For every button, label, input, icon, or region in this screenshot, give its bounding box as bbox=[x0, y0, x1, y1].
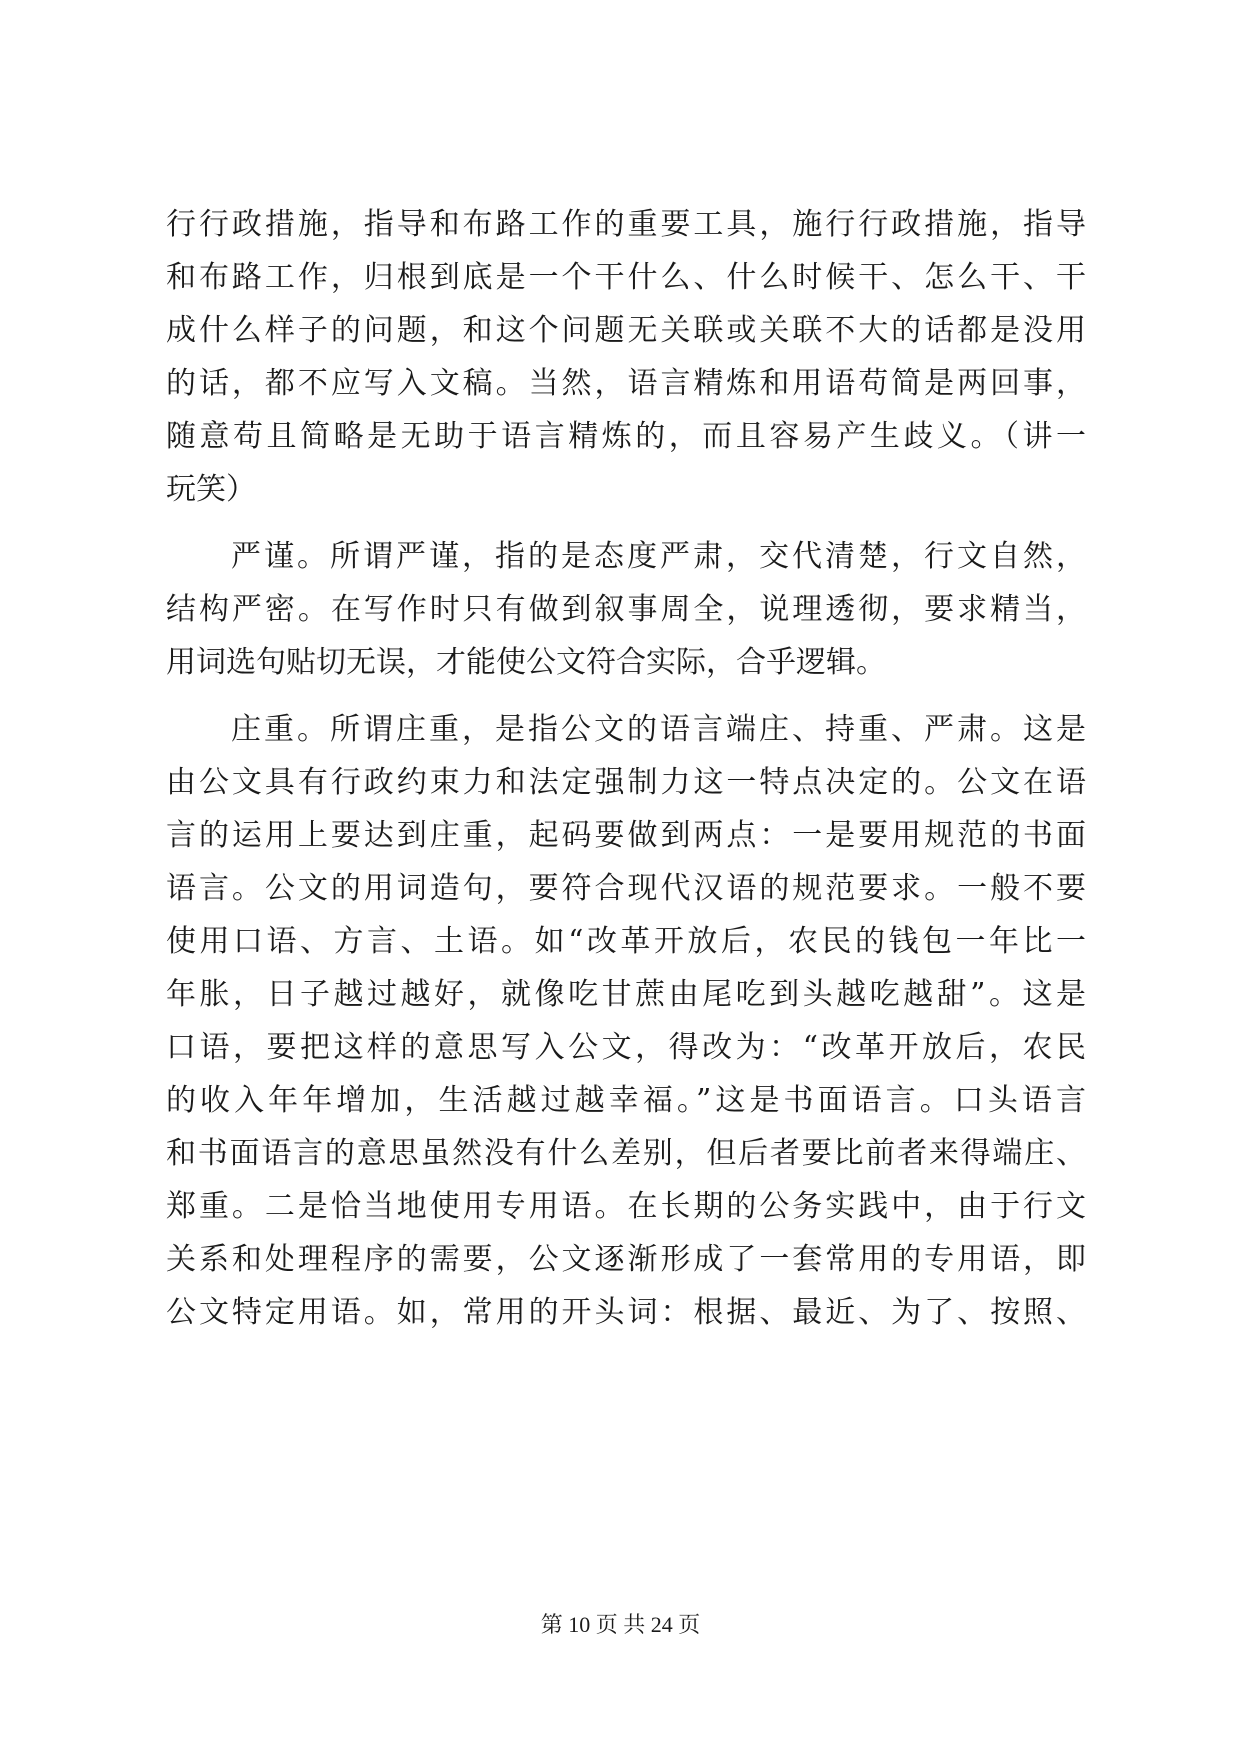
text-line: 语言。公文的用词造句，要符合现代汉语的规范要求。一般不要 bbox=[166, 871, 1086, 906]
text-line: 玩笑） bbox=[166, 472, 256, 507]
paragraph-2 bbox=[166, 530, 1086, 689]
text-line: 随意苟且简略是无助于语言精炼的，而且容易产生歧义。（讲一 bbox=[166, 419, 1086, 454]
text-line: 成什么样子的问题，和这个问题无关联或关联不大的话都是没用 bbox=[166, 313, 1086, 348]
text-line: 结构严密。在写作时只有做到叙事周全，说理透彻，要求精当， bbox=[166, 592, 1086, 627]
text-line: 公文特定用语。如，常用的开头词：根据、最近、为了、按照、 bbox=[166, 1295, 1086, 1330]
text-line: 行行政措施，指导和布路工作的重要工具，施行行政措施，指导 bbox=[166, 207, 1086, 242]
text-line: 郑重。二是恰当地使用专用语。在长期的公务实践中，由于行文 bbox=[166, 1189, 1086, 1224]
text-line: 年胀，日子越过越好，就像吃甘蔗由尾吃到头越吃越甜”。这是 bbox=[166, 977, 1086, 1012]
page-number-footer: 第 10 页 共 24 页 bbox=[540, 1612, 701, 1637]
text-line: 和书面语言的意思虽然没有什么差别，但后者要比前者来得端庄、 bbox=[166, 1136, 1086, 1171]
text-line: 口语，要把这样的意思写入公文，得改为：“改革开放后，农民 bbox=[166, 1030, 1086, 1065]
paragraph-1 bbox=[166, 198, 1086, 516]
paragraph-spacing bbox=[166, 516, 1086, 530]
text-line: 言的运用上要达到庄重，起码要做到两点：一是要用规范的书面 bbox=[166, 818, 1086, 853]
paragraph-3 bbox=[166, 703, 1086, 1339]
paragraph-spacing bbox=[166, 689, 1086, 703]
text-line: 的收入年年增加，生活越过越幸福。”这是书面语言。口头语言 bbox=[166, 1083, 1086, 1118]
text-line: 由公文具有行政约束力和法定强制力这一特点决定的。公文在语 bbox=[166, 765, 1086, 800]
text-line: 关系和处理程序的需要，公文逐渐形成了一套常用的专用语，即 bbox=[166, 1242, 1086, 1277]
text-line: 严谨。所谓严谨，指的是态度严肃，交代清楚，行文自然， bbox=[231, 539, 1086, 574]
text-line: 和布路工作，归根到底是一个干什么、什么时候干、怎么干、干 bbox=[166, 260, 1086, 295]
document-body bbox=[166, 198, 1086, 1339]
text-line: 使用口语、方言、土语。如“改革开放后，农民的钱包一年比一 bbox=[166, 924, 1086, 959]
text-line: 用词选句贴切无误，才能使公文符合实际，合乎逻辑。 bbox=[166, 645, 886, 680]
text-line: 的话，都不应写入文稿。当然，语言精炼和用语苟简是两回事， bbox=[166, 366, 1086, 401]
text-line: 庄重。所谓庄重，是指公文的语言端庄、持重、严肃。这是 bbox=[231, 712, 1086, 747]
